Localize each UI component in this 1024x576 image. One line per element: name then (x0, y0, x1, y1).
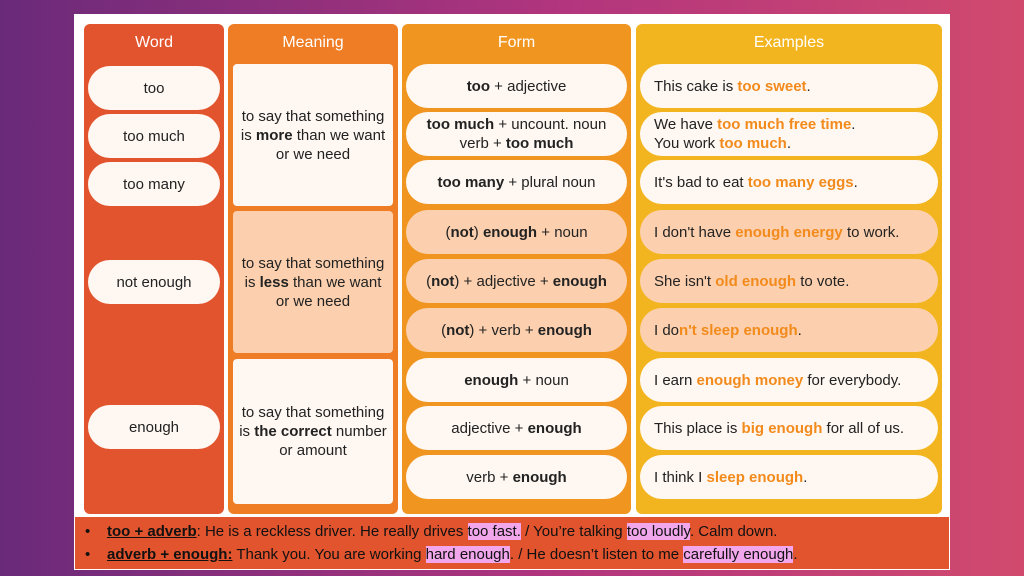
slide-content (74, 14, 950, 516)
example-text: We have (654, 116, 718, 133)
example-highlight: big enough (741, 419, 823, 437)
example-text: I don't have (654, 223, 736, 241)
word-not-enough: not enough (88, 260, 220, 304)
example-highlight: sleep enough (706, 468, 804, 486)
meaning-less: to say that something is less than we want or we need (233, 211, 393, 353)
form-text: + adjective (490, 77, 567, 95)
word-too-much: too much (88, 114, 220, 158)
form-text: too much (505, 135, 574, 152)
example-item (640, 259, 938, 303)
example-highlight: too sweet (737, 77, 807, 95)
meaning-more: to say that something is more than we want or we need (233, 64, 393, 206)
form-text: ( (441, 321, 447, 339)
example-text: This place is (654, 419, 742, 437)
example-item (640, 406, 938, 450)
example-text: . (797, 321, 802, 339)
form-text: too (466, 77, 491, 95)
example-text: . (806, 77, 811, 95)
form-text: enough (552, 272, 607, 290)
form-text: enough (512, 468, 567, 486)
examples-column (636, 24, 942, 514)
form-item (406, 160, 627, 204)
example-text: . (851, 116, 856, 133)
word-column (84, 24, 224, 514)
form-text: not (450, 223, 474, 241)
notes-box (74, 516, 950, 570)
form-text: + noun (537, 223, 588, 241)
note-adverb-enough: • adverb + enough: Thank you. You are working hard enough. / He doesn’t listen to me carefully enough. (85, 546, 798, 563)
example-highlight: enough money (696, 371, 804, 389)
form-text: not (431, 272, 455, 290)
example-highlight: too much free time (717, 116, 852, 133)
example-text: . (786, 135, 791, 152)
example-item (640, 112, 938, 156)
form-text: ( (426, 272, 432, 290)
form-header: Form (497, 34, 536, 51)
word-too: too (88, 66, 220, 110)
example-text: I think I (654, 468, 707, 486)
form-text: verb + (466, 468, 513, 486)
form-item (406, 455, 627, 499)
form-text: ) + verb + (469, 321, 538, 339)
example-item (640, 455, 938, 499)
word-too-many: too many (88, 162, 220, 206)
meaning-column (228, 24, 398, 514)
example-text: . (803, 468, 808, 486)
form-text: + plural noun (504, 173, 596, 191)
meaning-header: Meaning (282, 34, 344, 51)
form-item (406, 308, 627, 352)
form-text: enough (527, 419, 582, 437)
example-item (640, 64, 938, 108)
example-item (640, 358, 938, 402)
form-text: ( (445, 223, 451, 241)
form-text: + noun (518, 371, 569, 389)
form-text: enough (482, 223, 538, 241)
example-text: You work (654, 135, 720, 152)
example-highlight: too much (719, 135, 787, 152)
example-text: It's bad to eat (654, 173, 748, 191)
example-text: for everybody. (803, 371, 902, 389)
example-text: I earn (654, 371, 697, 389)
example-text: I do (654, 321, 680, 339)
example-text: This cake is (654, 77, 738, 95)
form-text: not (446, 321, 470, 339)
note-too-adverb: • too + adverb: He is a reckless driver. He really drives too fast. / You’re talking too loudly. Calm down. (85, 523, 778, 540)
example-item (640, 308, 938, 352)
form-item (406, 210, 627, 254)
example-text: for all of us. (822, 419, 905, 437)
form-item (406, 259, 627, 303)
example-highlight: old enough (715, 272, 797, 290)
example-text: . (853, 173, 858, 191)
form-text: ) + adjective + (454, 272, 553, 290)
example-text: to vote. (796, 272, 850, 290)
form-item (406, 64, 627, 108)
form-item (406, 112, 627, 156)
word-enough: enough (88, 405, 220, 449)
example-item (640, 160, 938, 204)
form-text: too much (426, 116, 495, 133)
example-item (640, 210, 938, 254)
form-text: too many (437, 173, 505, 191)
word-header: Word (135, 34, 173, 51)
example-highlight: too many eggs (747, 173, 854, 191)
form-column (402, 24, 631, 514)
form-text: enough (537, 321, 592, 339)
form-text: adjective + (451, 419, 528, 437)
example-text: She isn't (654, 272, 716, 290)
meaning-correct: to say that something is the correct number or amount (233, 359, 393, 504)
examples-header: Examples (753, 34, 825, 51)
form-item (406, 358, 627, 402)
form-text: enough (464, 371, 519, 389)
form-text: ) (473, 223, 483, 241)
form-text: + uncount. noun verb + (459, 116, 607, 152)
example-highlight: enough energy (735, 223, 843, 241)
example-highlight: n't sleep enough (679, 321, 798, 339)
example-text: to work. (842, 223, 900, 241)
form-item (406, 406, 627, 450)
